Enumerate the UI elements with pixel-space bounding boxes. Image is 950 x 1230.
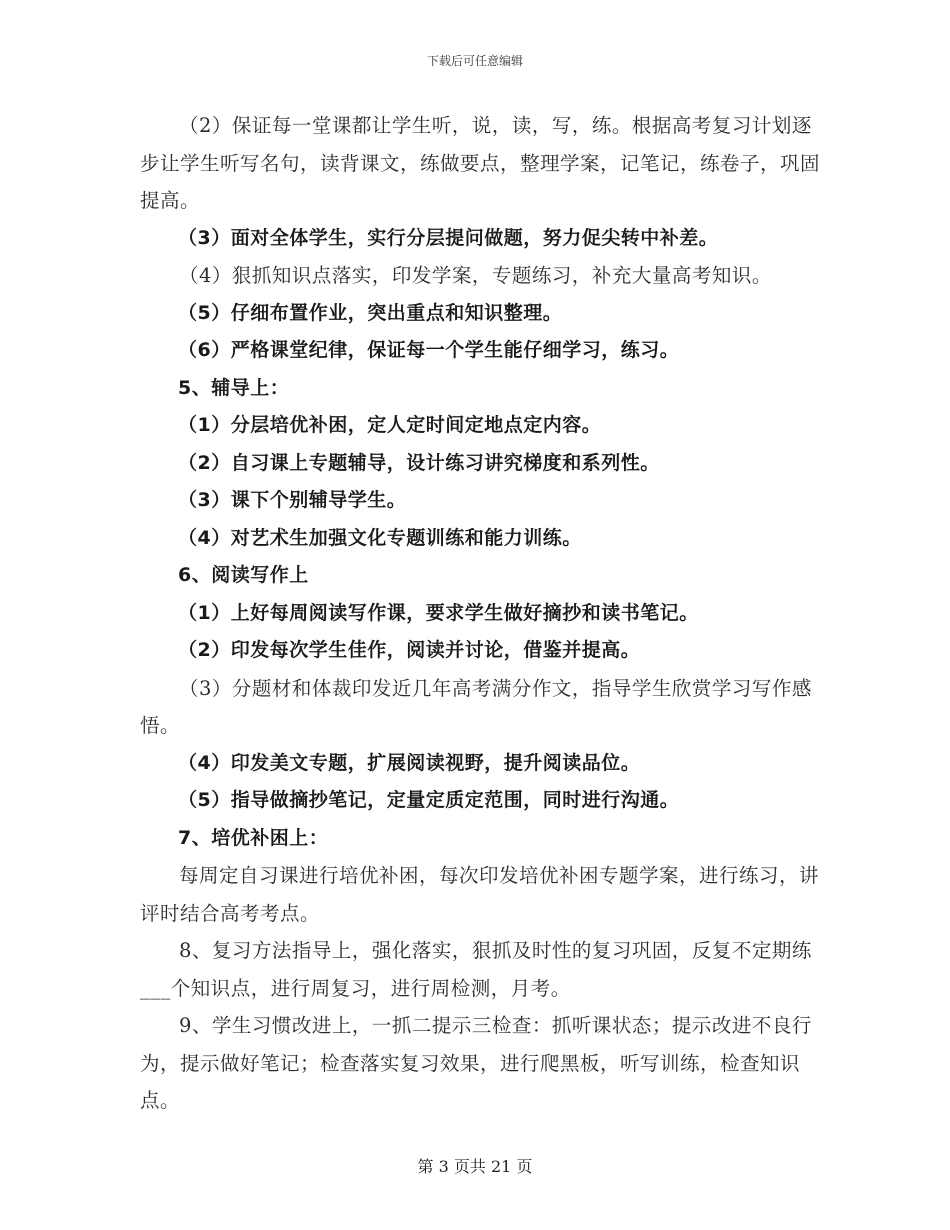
paragraph-10: （4）对艺术生加强文化专题训练和能力训练。 <box>178 526 582 549</box>
section-heading-6: 6、阅读写作上 <box>178 564 309 586</box>
paragraph-8: （2）自习课上专题辅导，设计练习讲究梯度和系列性。 <box>178 451 660 474</box>
paragraph-7: （1）分层培优补困，定人定时间定地点定内容。 <box>178 414 602 436</box>
paragraph-3: （4）狠抓知识点落实，印发学案，专题练习，补充大量高考知识。 <box>179 264 772 287</box>
paragraph-12: （1）上好每周阅读写作课，要求学生做好摘抄和读书笔记。 <box>178 601 699 624</box>
paragraph-2: （3）面对全体学生，实行分层提问做题，努力促尖转中补差。 <box>178 226 719 249</box>
page-footer: 第 3 页共 21 页 <box>417 1157 533 1176</box>
paragraph-15: （4）印发美文专题，扩展阅读视野，提升阅读品位。 <box>178 751 641 774</box>
paragraph-5: （6）严格课堂纪律，保证每一个学生能仔细学习，练习。 <box>178 339 680 361</box>
paragraph-20: 9、学生习惯改进上，一抓二提示三检查：抓听课状态；提示改进不良行为，提示做好笔记；检查落实复习效果，进行爬黑板，听写训练，检查知识点。 <box>140 1014 812 1112</box>
section-heading-5: 5、辅导上： <box>178 376 290 399</box>
page-header: 下载后可任意编辑 <box>426 54 523 68</box>
paragraph-19: 8、复习方法指导上，强化落实，狠抓及时性的复习巩固，反复不定期练___个知识点，进行周复习，进行周检测，月考。 <box>140 939 812 1000</box>
paragraph-13: （2）印发每次学生佳作，阅读并讨论，借鉴并提高。 <box>178 639 641 661</box>
paragraph-9: （3）课下个别辅导学生。 <box>178 489 407 511</box>
section-heading-7: 7、培优补困上： <box>178 826 329 849</box>
paragraph-1: （2）保证每一堂课都让学生听，说，读，写，练。根据高考复习计划逐步让学生听写名句，读背课文，练做要点，整理学案，记笔记，练卷子，巩固提高。 <box>140 114 821 212</box>
paragraph-16: （5）指导做摘抄笔记，定量定质定范围，同时进行沟通。 <box>178 789 680 811</box>
document-body <box>140 107 820 1120</box>
paragraph-4: （5）仔细布置作业，突出重点和知识整理。 <box>178 301 563 324</box>
paragraph-14: （3）分题材和体裁印发近几年高考满分作文，指导学生欣赏学习写作感悟。 <box>140 676 812 737</box>
paragraph-18: 每周定自习课进行培优补困，每次印发培优补困专题学案，进行练习，讲评时结合高考考点。 <box>140 864 820 925</box>
